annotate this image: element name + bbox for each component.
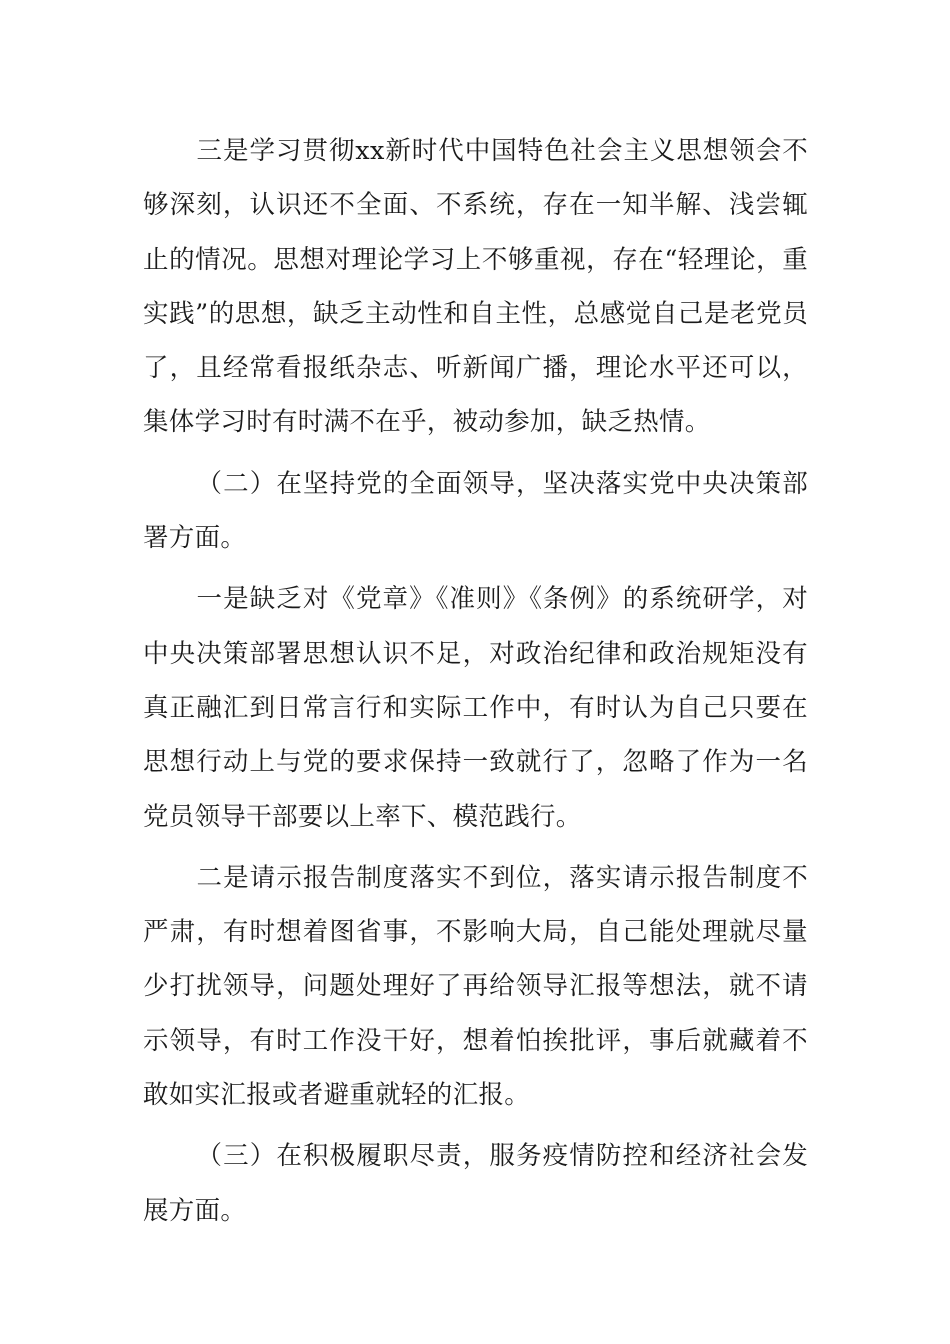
section-heading-duties: （三）在积极履职尽责，服务疫情防控和经济社会发展方面。 [143,1141,808,1226]
section-heading-party-leadership: （二）在坚持党的全面领导，坚决落实党中央决策部署方面。 [143,468,808,554]
paragraph-reporting-system: 二是请示报告制度落实不到位，落实请示报告制度不严肃，有时想着图省事，不影响大局，自己能处理就尽量少打扰领导，问题处理好了再给领导汇报等想法，就不请示领导，有时工作没干好，想着怕挨批评，事后就藏着不敢如实汇报或者避重就轻的汇报。 [143,862,808,1111]
paragraph-study-depth: 三是学习贯彻xx新时代中国特色社会主义思想领会不够深刻，认识还不全面、不系统，存在一知半解、浅尝辄止的情况。思想对理论学习上不够重视，存在“轻理论，重实践”的思想，缺乏主动性和自主性，总感觉自己是老党员了，且经常看报纸杂志、听新闻广播，理论水平还可以，集体学习时有时满不在乎，被动参加，缺乏热情。 [143,136,808,438]
paragraph-study-regulations: 一是缺乏对《党章》《准则》《条例》的系统研学，对中央决策部署思想认识不足，对政治纪律和政治规矩没有真正融汇到日常言行和实际工作中，有时认为自己只要在思想行动上与党的要求保持一致就行了，忽略了作为一名党员领导干部要以上率下、模范践行。 [143,584,808,832]
document-body [143,124,808,1238]
